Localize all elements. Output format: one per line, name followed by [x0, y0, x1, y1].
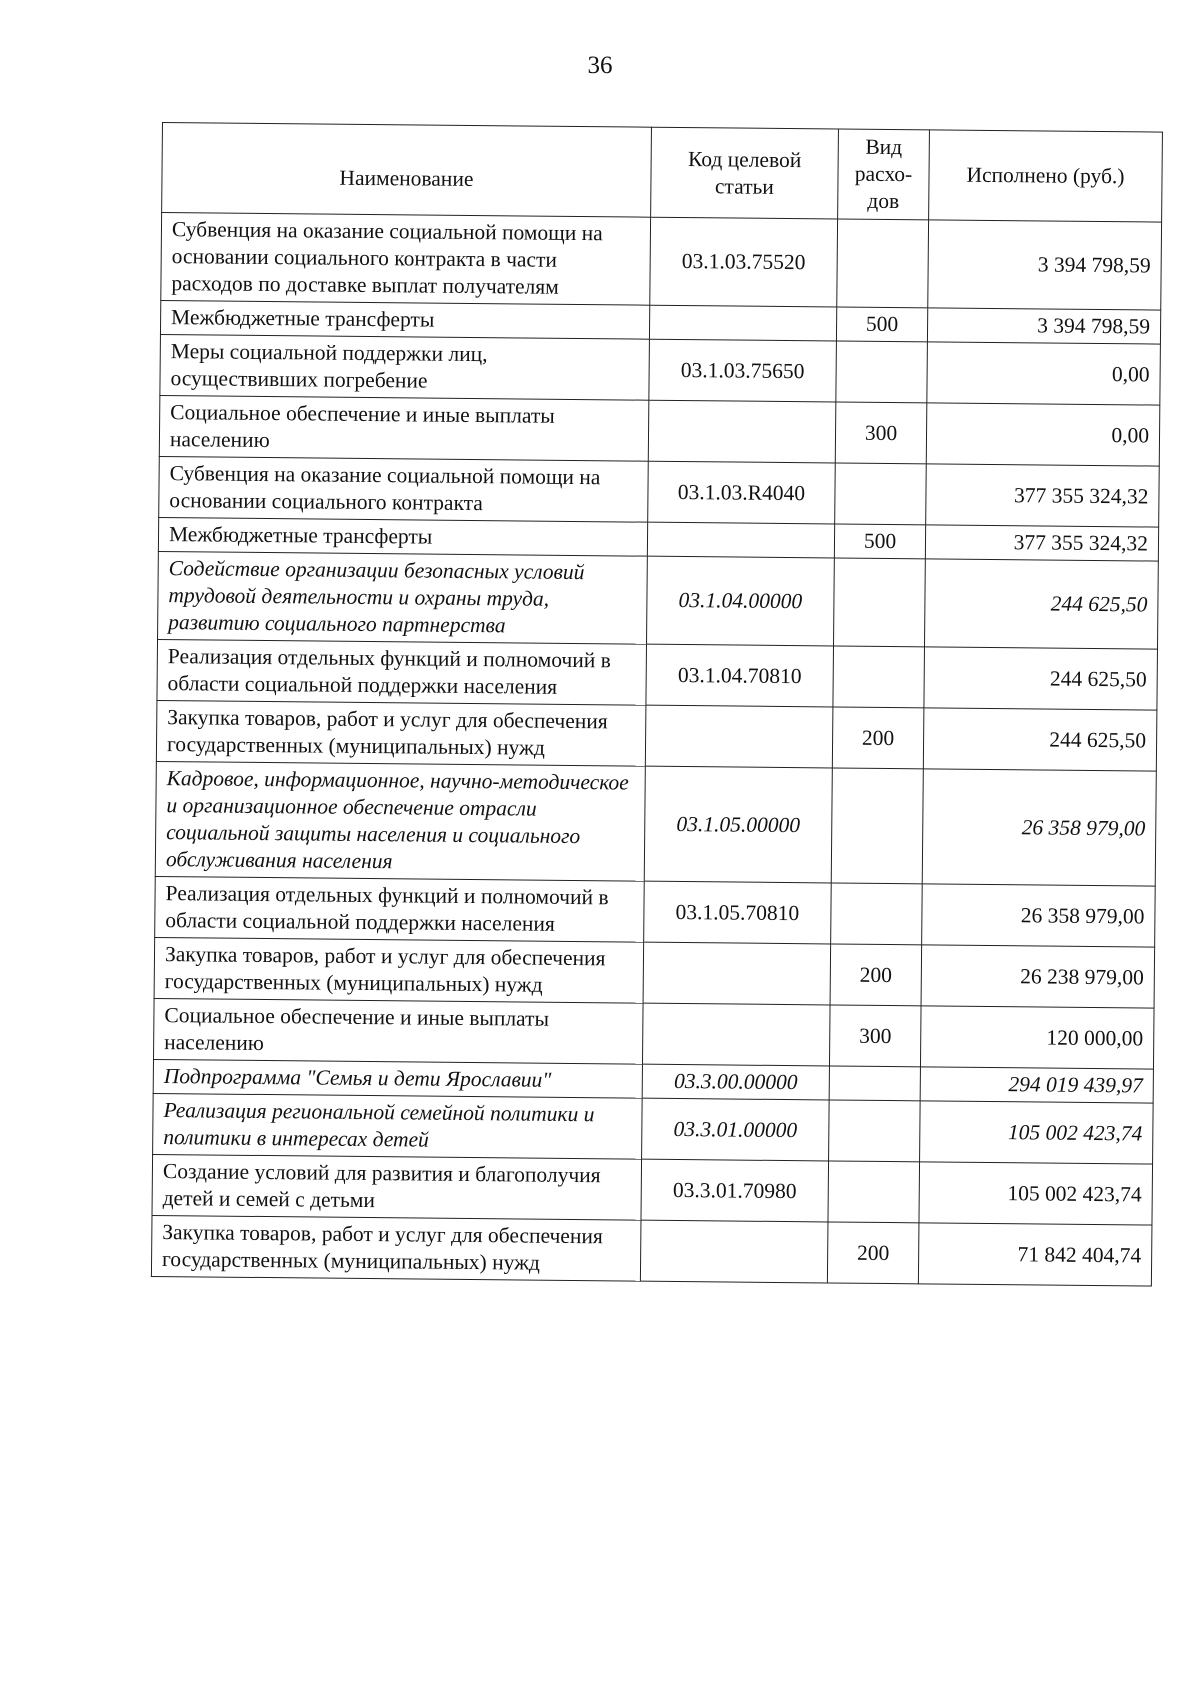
- row-name-cell: Реализация региональной семейной политики и политики в интересах детей: [153, 1093, 643, 1159]
- row-sum-cell: 377 355 324,32: [925, 525, 1158, 561]
- row-code-cell: [643, 942, 831, 1005]
- row-sum-cell: 294 019 439,97: [920, 1067, 1153, 1103]
- table-row: [153, 1093, 1154, 1164]
- row-type-cell: [837, 219, 929, 308]
- row-sum-cell: 244 625,50: [923, 708, 1157, 771]
- table-row: [157, 639, 1158, 710]
- row-type-cell: [835, 463, 927, 525]
- row-type-cell: 200: [827, 1222, 919, 1284]
- row-type-cell: 300: [829, 1005, 921, 1067]
- row-type-cell: [836, 341, 928, 403]
- row-name-cell: Закупка товаров, работ и услуг для обеспечения государственных (муниципальных) нужд: [156, 700, 646, 766]
- table-body: [151, 213, 1161, 1287]
- row-sum-cell: 0,00: [927, 342, 1161, 405]
- row-code-cell: 03.3.01.70980: [641, 1159, 829, 1222]
- row-name-cell: Подпрограмма "Семья и дети Ярославии": [153, 1059, 642, 1098]
- row-type-cell: 500: [836, 307, 927, 342]
- table-row: [154, 937, 1155, 1008]
- row-sum-cell: 26 358 979,00: [922, 769, 1156, 886]
- row-code-cell: 03.1.03.75650: [649, 339, 837, 402]
- row-type-cell: [834, 558, 926, 647]
- row-name-cell: Социальное обеспечение и иные выплаты населению: [159, 395, 649, 461]
- row-name-cell: Меры социальной поддержки лиц, осуществивших погребение: [160, 334, 650, 400]
- header-sum: Исполнено (руб.): [929, 130, 1163, 222]
- header-name: Наименование: [162, 123, 652, 218]
- table-row: [159, 456, 1160, 527]
- table-row: [160, 334, 1161, 405]
- row-type-cell: [831, 768, 923, 884]
- row-sum-cell: 0,00: [926, 403, 1160, 466]
- table-row: [154, 998, 1155, 1069]
- table-header-row: [162, 123, 1163, 223]
- row-type-cell: 300: [835, 402, 927, 464]
- row-name-cell: Реализация отдельных функций и полномочий в области социальной поддержки населения: [157, 639, 647, 705]
- row-type-cell: [829, 1066, 920, 1101]
- page-number: 36: [587, 52, 613, 79]
- row-name-cell: Субвенция на оказание социальной помощи на основании социального контракта в части расходов по доставке выплат получателям: [161, 213, 651, 306]
- row-sum-cell: 3 394 798,59: [928, 220, 1162, 310]
- row-code-cell: 03.3.00.00000: [642, 1064, 829, 1100]
- row-name-cell: Содействие организации безопасных условий трудовой деятельности и охраны труда, развитию социального партнерства: [158, 551, 648, 644]
- row-sum-cell: 26 358 979,00: [922, 884, 1156, 947]
- row-code-cell: 03.1.04.70810: [646, 644, 834, 707]
- row-type-cell: [828, 1161, 920, 1223]
- row-name-cell: Межбюджетные трансферты: [160, 300, 649, 339]
- row-sum-cell: 244 625,50: [924, 647, 1158, 710]
- table-row: [156, 700, 1157, 771]
- row-name-cell: Закупка товаров, работ и услуг для обеспечения государственных (муниципальных) нужд: [154, 937, 644, 1003]
- row-name-cell: Создание условий для развития и благополучия детей и семей с детьми: [152, 1154, 642, 1220]
- row-sum-cell: 120 000,00: [920, 1006, 1154, 1069]
- row-name-cell: Закупка товаров, работ и услуг для обеспечения государственных (муниципальных) нужд: [151, 1215, 641, 1281]
- table-row: [151, 1215, 1152, 1286]
- row-code-cell: 03.3.01.00000: [642, 1098, 830, 1161]
- header-type: Вид расхо- дов: [838, 129, 930, 220]
- table-row: [155, 876, 1156, 947]
- row-name-cell: Межбюджетные трансферты: [158, 517, 647, 556]
- table-row: [161, 213, 1162, 311]
- row-type-cell: [829, 1100, 921, 1162]
- row-sum-cell: 105 002 423,74: [919, 1162, 1153, 1225]
- header-code: Код целевой статьи: [651, 127, 839, 219]
- row-type-cell: 200: [832, 707, 924, 769]
- table-row: [158, 551, 1159, 649]
- row-sum-cell: 105 002 423,74: [920, 1101, 1154, 1164]
- row-code-cell: [642, 1003, 830, 1066]
- row-type-cell: [833, 646, 925, 708]
- row-sum-cell: 3 394 798,59: [927, 308, 1160, 344]
- row-name-cell: Кадровое, информационное, научно-методическое и организационное обеспечение отрасли социальной защиты населения и социального обслуживания населения: [155, 761, 645, 881]
- row-sum-cell: 26 238 979,00: [921, 945, 1155, 1008]
- table-row: [159, 395, 1160, 466]
- row-code-cell: 03.1.03.R4040: [648, 461, 836, 524]
- row-name-cell: Реализация отдельных функций и полномочий в области социальной поддержки населения: [155, 876, 645, 942]
- row-code-cell: [647, 522, 834, 558]
- row-type-cell: 500: [834, 524, 925, 559]
- table-row: [155, 761, 1156, 886]
- row-code-cell: [648, 400, 836, 463]
- row-code-cell: 03.1.05.00000: [644, 766, 832, 883]
- row-code-cell: [649, 305, 836, 341]
- table-row: [152, 1154, 1153, 1225]
- budget-execution-table: [151, 122, 1163, 1287]
- row-code-cell: 03.1.04.00000: [647, 556, 835, 646]
- row-sum-cell: 377 355 324,32: [926, 464, 1160, 527]
- row-code-cell: [645, 705, 833, 768]
- row-name-cell: Субвенция на оказание социальной помощи на основании социального контракта: [159, 456, 649, 522]
- row-sum-cell: 71 842 404,74: [918, 1223, 1152, 1286]
- row-code-cell: 03.1.05.70810: [644, 881, 832, 944]
- row-name-cell: Социальное обеспечение и иные выплаты населению: [154, 998, 644, 1064]
- row-type-cell: 200: [830, 944, 922, 1006]
- row-sum-cell: 244 625,50: [924, 559, 1158, 649]
- row-code-cell: 03.1.03.75520: [650, 217, 838, 307]
- row-code-cell: [640, 1220, 828, 1283]
- row-type-cell: [831, 883, 923, 945]
